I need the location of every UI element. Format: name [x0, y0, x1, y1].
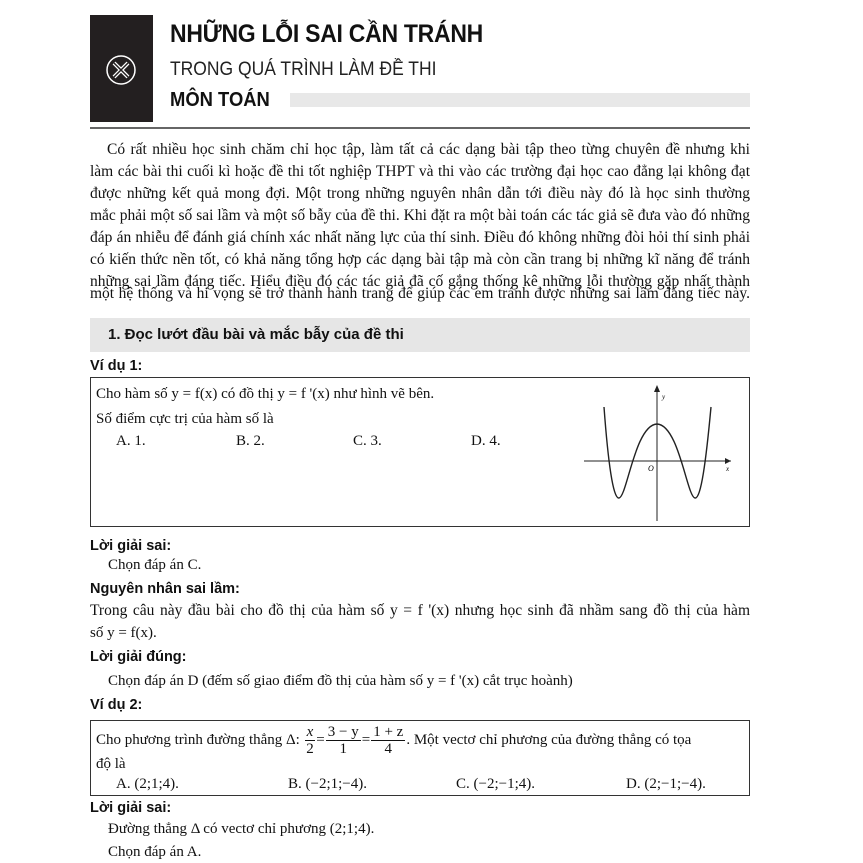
question-text: Cho phương trình đường thẳng Δ: $\frac{x}{2}$ = $\frac{3 - y}{1}$ = $\frac{1 + z}{4}$ . Một vectơ chỉ phương của đường thẳng có tọa [96, 724, 692, 757]
cause-label: Nguyên nhân sai lầm: [90, 581, 240, 597]
intro-line: mắc phải một số sai lầm và một số bẫy của đề thi. Khi đặt ra một bài toán các tác giả sẽ đưa vào đó những [90, 207, 750, 224]
section-heading [90, 318, 750, 352]
intro-line: những sai lầm đáng tiếc. Hiểu điều đó các tác giả đã cố gắng thống kê những lỗi thường gặp nhất thành [90, 273, 750, 290]
divider [90, 127, 750, 129]
numerator: x [306, 724, 314, 740]
fraction [371, 724, 405, 757]
intro-line: được những kết quả mong đợi. Một trong những nguyên nhân dẫn tới điều này đó là học sinh thường [90, 185, 750, 202]
section-heading-text: 1. Đọc lướt đầu bài và mắc bẫy của đề thi [108, 326, 404, 343]
option-d: D. (2;−1;−4). [626, 776, 706, 792]
right-solution-label: Lời giải đúng: [90, 649, 187, 665]
origin-label: O [648, 464, 654, 473]
cause-text: số y = f(x). [90, 625, 157, 641]
question-prefix: Cho phương trình đường thẳng Δ: [96, 731, 300, 748]
y-label: y [662, 393, 666, 401]
x-label: x [726, 465, 730, 473]
header-block [90, 15, 153, 122]
option-c: C. 3. [353, 433, 382, 449]
example-2-box [90, 720, 750, 796]
intro-line: một hệ thống và hi vọng sẽ trở thành hành trang để giúp các em tránh được những sai lầm đáng tiếc này. [90, 285, 750, 302]
option-c: C. (−2;−1;4). [456, 776, 535, 792]
intro-line: làm các bài thi cuối kì hoặc đề thi tốt nghiệp THPT và thi vào các trường đại học cao đẳng lại không đạt [90, 163, 750, 180]
denominator: 4 [384, 741, 392, 757]
denominator: 1 [339, 741, 347, 757]
numerator: 1 + z [373, 724, 404, 740]
wrong-solution-label: Lời giải sai: [90, 800, 172, 816]
example-label: Ví dụ 2: [90, 697, 143, 713]
intro-line: đáp án nhiễu để đánh giá chính xác nhất năng lực của thí sinh. Điều đó không những đòi hỏi thí sinh phải [90, 229, 750, 246]
subject-title: MÔN TOÁN [170, 89, 270, 111]
option-a: A. 1. [116, 433, 146, 449]
denominator: 2 [306, 741, 314, 757]
option-a: A. (2;1;4). [116, 776, 179, 792]
cause-text: Trong câu này đầu bài cho đồ thị của hàm số y = f '(x) nhưng học sinh đã nhầm sang đồ thị của hàm [90, 602, 750, 619]
fraction [305, 724, 316, 757]
intro-line: Có rất nhiều học sinh chăm chỉ học tập, làm tất cả các dạng bài tập theo từng chuyên đề nhưng khi [107, 141, 750, 158]
x-circle-icon [90, 15, 153, 122]
intro-line: có kiến thức nền tốt, có khả năng tổng hợp các dạng bài tập mà còn cần trang bị những kĩ năng để tránh [90, 251, 750, 268]
option-b: B. (−2;1;−4). [288, 776, 367, 792]
derivative-graph [581, 381, 747, 523]
wrong-solution-text: Đường thẳng Δ có vectơ chỉ phương (2;1;4). [108, 821, 375, 837]
example-label: Ví dụ 1: [90, 358, 143, 374]
wrong-solution-label: Lời giải sai: [90, 538, 172, 554]
option-b: B. 2. [236, 433, 265, 449]
wrong-solution-text: Chọn đáp án A. [108, 844, 202, 860]
question-suffix: . Một vectơ chỉ phương của đường thẳng có tọa [406, 731, 692, 748]
page-title: NHỮNG LỖI SAI CẦN TRÁNH [170, 20, 484, 48]
question-text: Số điểm cực trị của hàm số là [96, 411, 274, 427]
numerator: 3 − y [327, 724, 359, 740]
question-text: độ là [96, 756, 126, 772]
wrong-solution-text: Chọn đáp án C. [108, 557, 202, 573]
page-subtitle: TRONG QUÁ TRÌNH LÀM ĐỀ THI [170, 59, 437, 80]
example-1-box [90, 377, 750, 527]
title-bar [290, 93, 750, 107]
fraction [326, 724, 361, 757]
question-text: Cho hàm số y = f(x) có đồ thị y = f '(x) như hình vẽ bên. [96, 386, 435, 402]
option-d: D. 4. [471, 433, 501, 449]
right-solution-text: Chọn đáp án D (đếm số giao điểm đồ thị của hàm số y = f '(x) cắt trục hoành) [108, 673, 573, 689]
